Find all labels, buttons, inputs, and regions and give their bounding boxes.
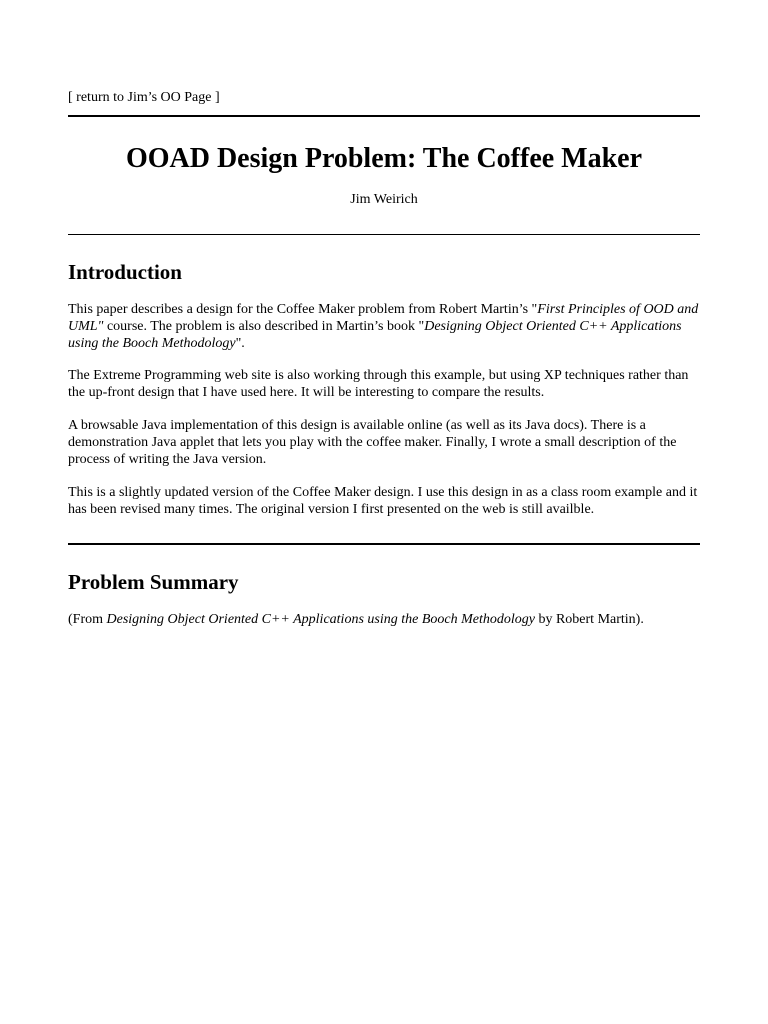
page-title: OOAD Design Problem: The Coffee Maker	[125, 143, 643, 174]
nav-open-bracket: [	[68, 90, 77, 105]
header-divider	[68, 115, 700, 117]
intro-p1-italic-course: First Principles of OOD and UML"	[68, 302, 699, 334]
return-nav	[68, 89, 220, 107]
intro-paragraph-3: A browsable Java implementation of this design is available online (as well as its Java docs). There is a demonstration Java applet that lets you play with the coffee maker. Finally, I wrote a small description of the process of writing the Java version.	[68, 418, 677, 467]
intro-p1-text-e: ".	[235, 336, 245, 351]
summary-italic-book: Designing Object Oriented C++ Applications using the Booch Methodology	[106, 612, 535, 627]
intro-p1-text-c: course. The problem is also described in Martin’s book "	[103, 319, 425, 334]
nav-close-bracket: ]	[211, 90, 220, 105]
title-divider	[68, 234, 700, 235]
intro-paragraph-4: This is a slightly updated version of the Coffee Maker design. I use this design in as a class room example and it has been revised many times. The original version I first presented on the web is still availble.	[68, 485, 698, 517]
summary-text-a: (From	[68, 612, 107, 627]
summary-text-c: by Robert Martin).	[534, 612, 644, 627]
problem-summary-paragraph	[68, 611, 700, 628]
problem-summary-heading: Problem Summary	[68, 570, 239, 594]
intro-paragraph-2: The Extreme Programming web site is also working through this example, but using XP techniques rather than the up-front design that I have used here. It will be interesting to compare the results.	[68, 368, 689, 400]
section-divider	[68, 543, 700, 545]
author-name: Jim Weirich	[350, 192, 418, 207]
intro-paragraph-1	[68, 301, 700, 352]
intro-p1-italic-book: Designing Object Oriented C++ Applications using the Booch Methodology	[68, 319, 682, 351]
intro-p1-text-a: This paper describes a design for the Coffee Maker problem from Robert Martin’s "	[68, 302, 538, 317]
introduction-heading: Introduction	[68, 260, 182, 284]
return-link[interactable]: return to Jim’s OO Page	[76, 90, 212, 105]
